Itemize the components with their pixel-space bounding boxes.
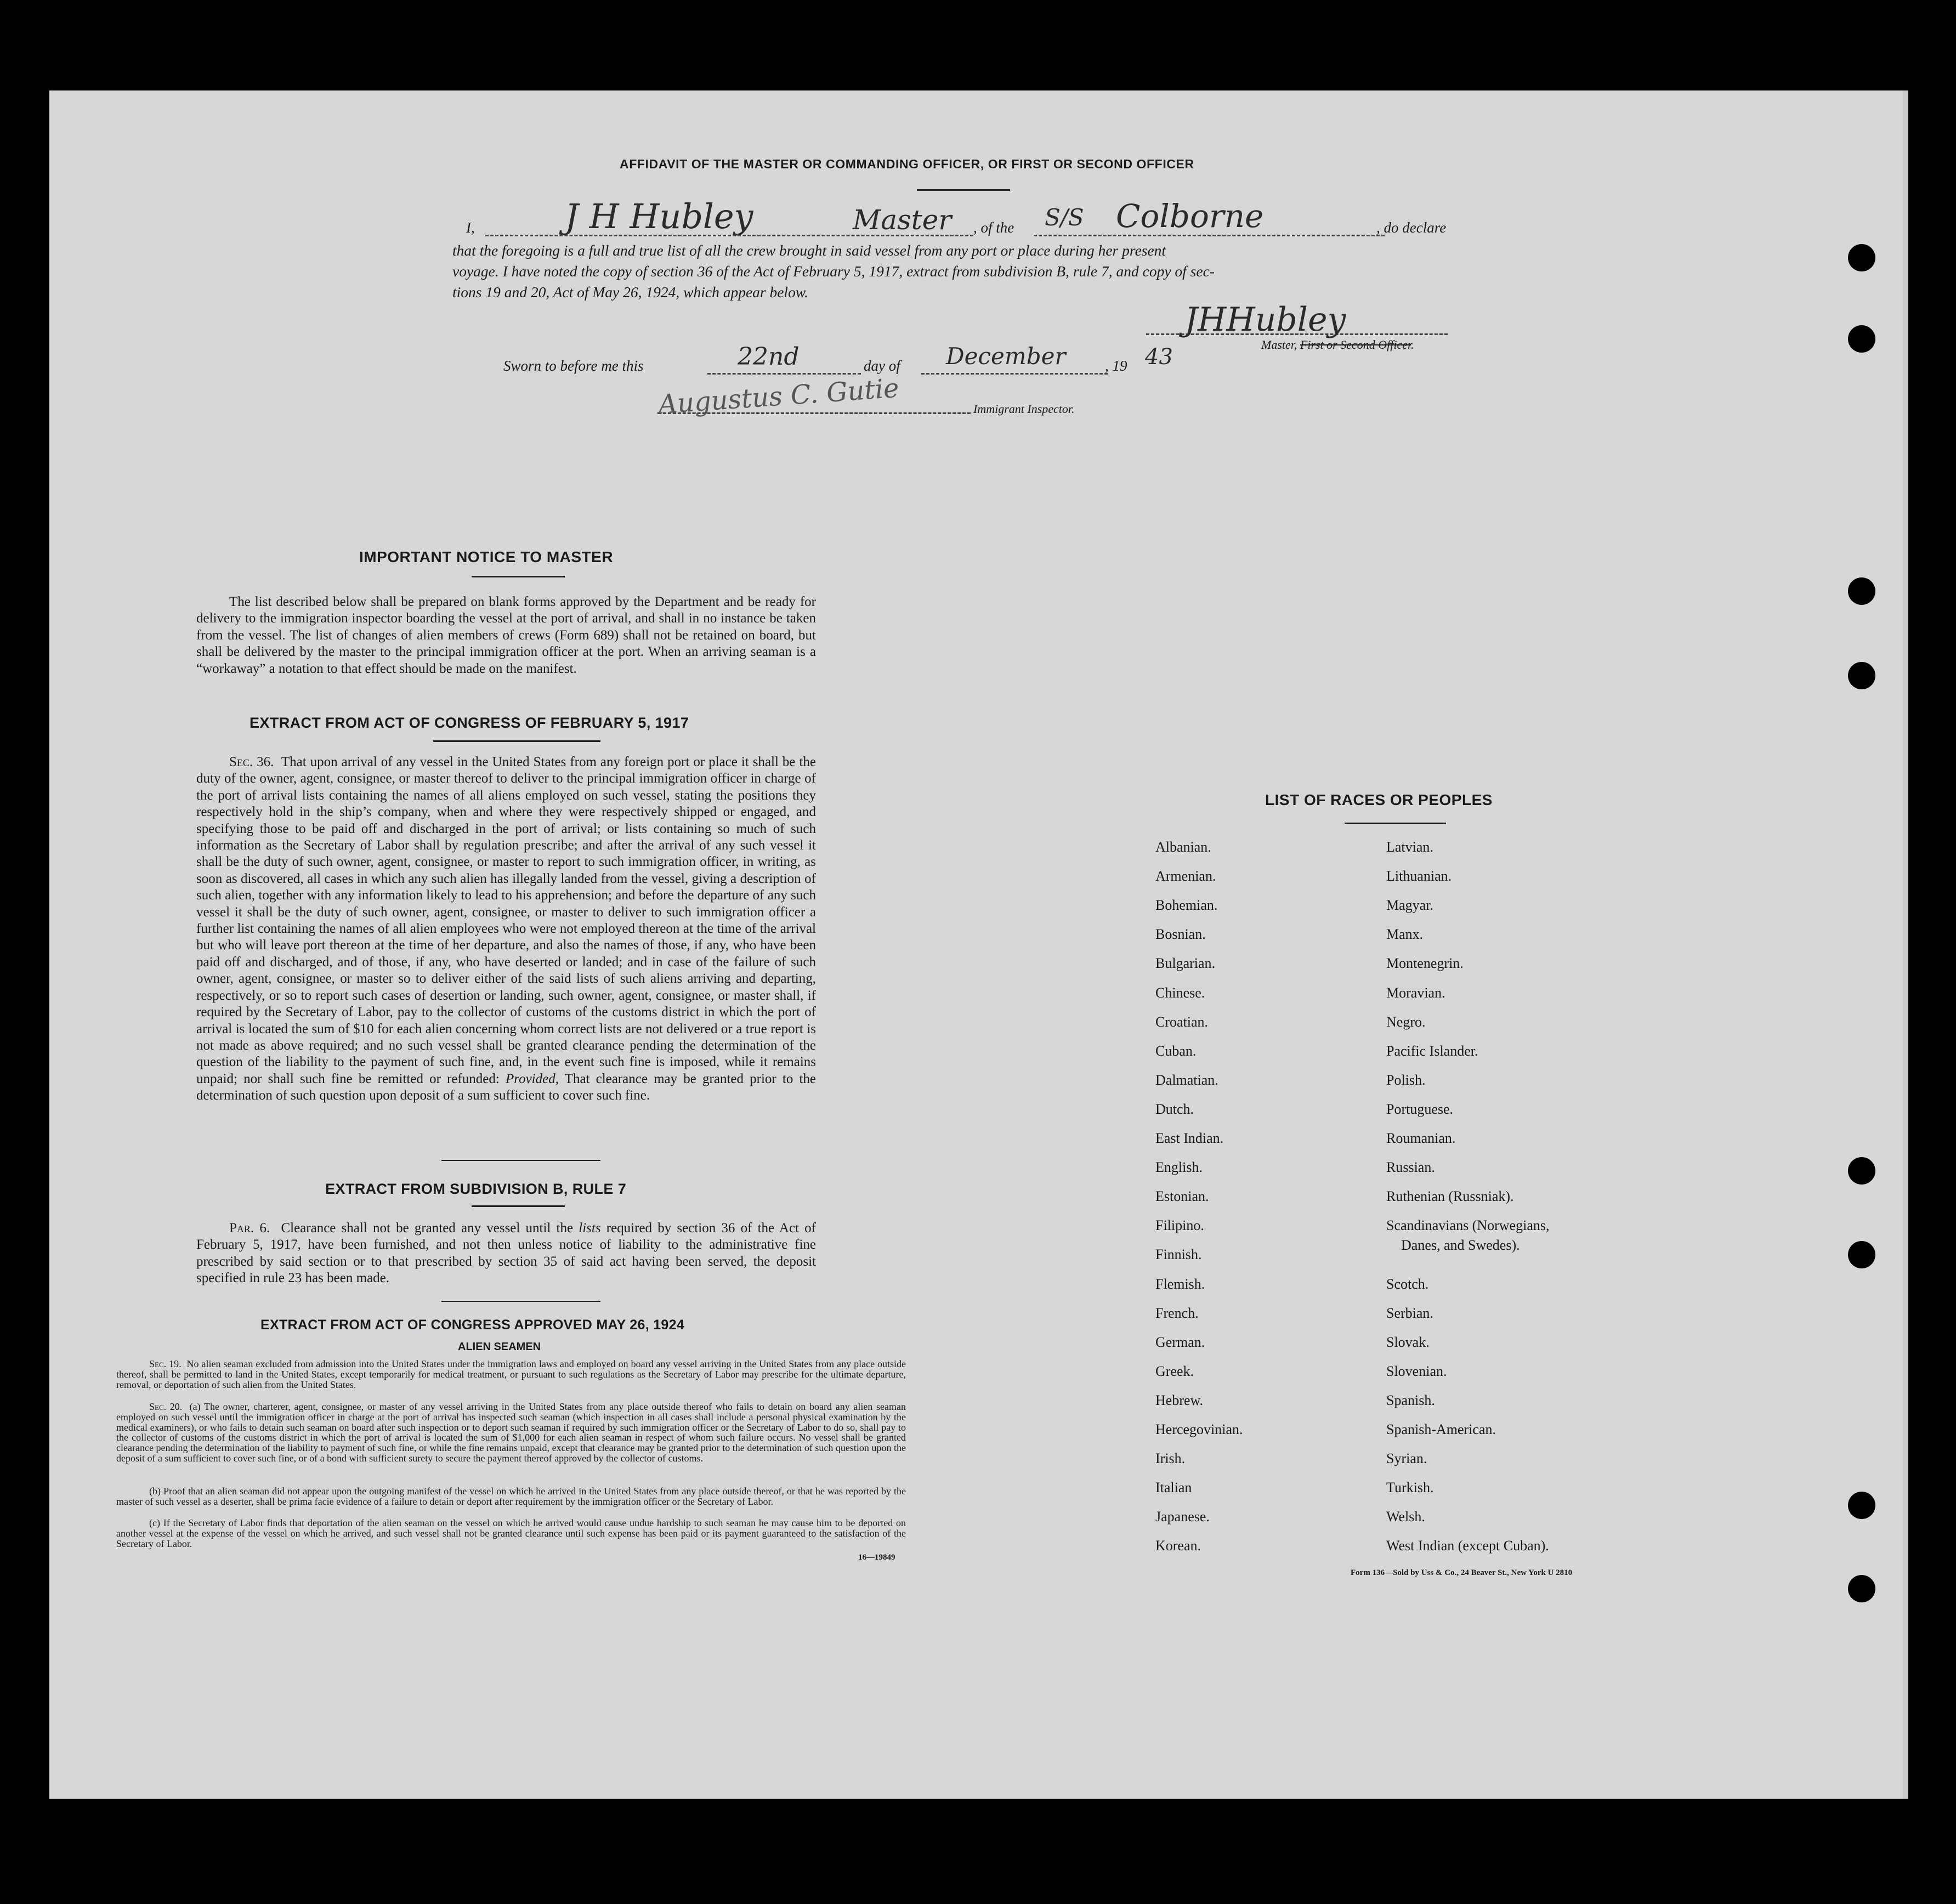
form-code: 16—19849: [858, 1553, 895, 1562]
par6-lists: lists: [579, 1221, 601, 1236]
race-item: Scotch.: [1386, 1276, 1429, 1292]
sec36-text: That upon arrival of any vessel in the United States from any foreign port or place it shall be the duty of the owner, agent, consignee, or master thereof to deliver to the principal immigration officer in charge of the port of arrival lists containing the names of all aliens employed on such vessel, stating the positions they respectively hold in the ship’s company, when and where they were respectively shipped or engaged, and specifying those to be paid off and discharged in the port of arrival; or lists containing so much of such information as the Secretary of Labor shall by regulation prescribe; and after the arrival of any such vessel it shall be the duty of such owner, agent, consignee, or master to report to such immigration officer, in writing, as soon as discovered, all cases in which any such alien has illegally landed from the vessel, giving a description of such alien, together with any information likely to lead to his apprehension; and before the departure of any such vessel it shall be the duty of such owner, agent, consignee, or master to deliver to such immigration officer a further list containing the names of all alien employees who were not employed thereon at the time of the arrival but who will leave port thereon at the time of her departure, and also the names of those, if any, who have been paid off and discharged, and of those, if any, who have deserted or landed; and in case of the failure of such owner, agent, consignee, or master so to deliver either of the said lists of such aliens arriving and departing, respectively, or so to report such cases of desertion or landing, such owner, agent, consignee, or master shall, if required by the Secretary of Labor, pay to the collector of customs of the customs district in which the port of arrival is located the sum of $10 for each alien concerning whom correct lists are not delivered or a true report is not made as above required; and no such vessel shall be granted clearance pending the determination of the question of the liability to the payment of such fine, and, in the event such fine is imposed, while it remains unpaid; nor shall such fine be remitted or refunded:: [196, 755, 816, 1086]
race-item: Negro.: [1386, 1013, 1426, 1030]
sec20-label: Sec. 20.: [149, 1401, 183, 1412]
punch-hole: [1848, 1492, 1875, 1519]
race-item: Portuguese.: [1386, 1101, 1454, 1117]
race-item: Manx.: [1386, 926, 1424, 943]
race-item: French.: [1155, 1305, 1199, 1321]
sec20b-text: (b) Proof that an alien seaman did not appear upon the outgoing manifest of the vessel on which he arrived in the United States from any place outside thereof, or that he was reported by the master of such vessel as a deserter, shall be prima facie evidence of a failure to detain or deport after requirement by the immigration officer or the Secretary of Labor.: [116, 1486, 906, 1507]
extract1917-title: EXTRACT FROM ACT OF CONGRESS OF FEBRUARY 5, 1917: [250, 715, 689, 731]
notice-title: IMPORTANT NOTICE TO MASTER: [359, 548, 614, 565]
race-item: Polish.: [1386, 1072, 1426, 1088]
race-item: Bohemian.: [1155, 897, 1218, 914]
vessel-prefix: S/S: [1045, 204, 1084, 231]
affidavit-title: AFFIDAVIT OF THE MASTER OR COMMANDING OFFICER, OR FIRST OR SECOND OFFICER: [620, 157, 1194, 171]
race-item: West Indian (except Cuban).: [1386, 1538, 1549, 1554]
race-continuation: Danes, and Swedes).: [1401, 1237, 1520, 1253]
races-title: LIST OF RACES OR PEOPLES: [1265, 791, 1493, 808]
extract1917-rule: [433, 740, 600, 742]
notice-text: The list described below shall be prepared on blank forms approved by the Department and be ready for delivery to the immigration inspector boarding the vessel at the port of arrival, and shall in no instance be taken from the vessel. The list of changes of alien members of crews (Form 689) shall not be retained on board, but shall be delivered by the master to the principal immigration officer at the port. When an arriving seaman is a “workaway” a notation to that effect should be made on the manifest.: [196, 594, 816, 676]
race-item: Dalmatian.: [1155, 1072, 1218, 1088]
race-item: Turkish.: [1386, 1480, 1434, 1496]
race-item: Spanish.: [1386, 1392, 1435, 1408]
punch-hole: [1848, 1241, 1875, 1268]
race-item: Albanian.: [1155, 839, 1211, 855]
race-item: Italian: [1155, 1480, 1192, 1496]
act1924-title: EXTRACT FROM ACT OF CONGRESS APPROVED MAY 26, 1924: [260, 1317, 685, 1333]
year-prefix: , 19: [1105, 358, 1127, 374]
race-item: Hebrew.: [1155, 1392, 1204, 1408]
race-item: Finnish.: [1155, 1246, 1202, 1263]
race-item: Syrian.: [1386, 1450, 1427, 1467]
rule7-rule: [472, 1205, 565, 1207]
officer-designation: [1261, 338, 1414, 352]
notice-rule: [472, 576, 565, 577]
month-line: [921, 373, 1108, 375]
sworn-day: 22nd: [738, 343, 800, 371]
race-item: Bulgarian.: [1155, 955, 1216, 972]
race-item: Spanish-American.: [1386, 1421, 1496, 1437]
extract1917-text: [196, 754, 816, 1104]
race-item: Dutch.: [1155, 1101, 1194, 1117]
races-rule: [1345, 823, 1446, 824]
vessel-line: [1034, 235, 1385, 236]
race-item: Moravian.: [1386, 984, 1445, 1001]
officer-end: .: [1411, 338, 1414, 352]
officer-struck: First or Second Officer: [1300, 338, 1411, 352]
sec20a-body: (a) The owner, charterer, agent, consignee, or master of any vessel arriving in the United States from any place outside thereof who fails to detain on board any alien seaman employed on such vessel until the immigration officer in charge at the port of arrival has inspected such seaman (which inspection in all cases shall include a personal physical examination by the medical examiners), or who fails to detain such seaman on board after such inspection or to deport such seaman if required by such immigration officer or the Secretary of Labor to do so, shall pay to the collector of customs of the customs district in which the port of arrival is located the sum of $1,000 for each alien seaman in respect of whom such failure occurs. No vessel shall be granted clearance pending the determination of the liability to payment of such fine, or while the fine remains unpaid, except that clearance may be granted prior to the determination of such question upon the deposit of a sum sufficient to cover such fine, or of a bond with sufficient surety to secure the payment thereof approved by the collector of customs.: [116, 1401, 906, 1464]
sec36-text-end: That clearance may be granted prior to the determination of such question upon deposit of a sum sufficient to cover such fine.: [196, 1071, 816, 1103]
master-rank: Master: [853, 204, 952, 236]
punch-hole: [1848, 1157, 1875, 1185]
race-item: Russian.: [1386, 1159, 1435, 1176]
rule7-top-rule: [441, 1160, 600, 1161]
race-item: Roumanian.: [1386, 1130, 1456, 1146]
race-item: Flemish.: [1155, 1276, 1205, 1292]
race-item: Croatian.: [1155, 1013, 1209, 1030]
race-item: Irish.: [1155, 1450, 1186, 1467]
affidavit-text-line1: that the foregoing is a full and true list of all the crew brought in said vessel from any port or place during her present: [452, 242, 1166, 259]
punch-hole: [1848, 325, 1875, 353]
sec36-label: Sec. 36.: [229, 755, 274, 769]
race-item: Korean.: [1155, 1538, 1201, 1554]
sworn-label: Sworn to before me this: [503, 358, 644, 374]
sec20a-text: [116, 1402, 906, 1464]
act1924-top-rule: [441, 1301, 600, 1302]
race-item: Serbian.: [1386, 1305, 1433, 1321]
act1924-subtitle: ALIEN SEAMEN: [458, 1341, 541, 1353]
race-item: Slovenian.: [1386, 1363, 1447, 1379]
race-item: Greek.: [1155, 1363, 1194, 1379]
do-declare-label: , do declare: [1376, 219, 1447, 236]
race-item: Filipino.: [1155, 1217, 1204, 1234]
race-item: Magyar.: [1386, 897, 1433, 914]
race-item: German.: [1155, 1334, 1205, 1350]
race-item: Armenian.: [1155, 868, 1216, 885]
punch-hole: [1848, 244, 1875, 271]
rule7-title: EXTRACT FROM SUBDIVISION B, RULE 7: [325, 1181, 627, 1197]
par6-text1: Clearance shall not be granted any vessel until the: [281, 1221, 574, 1236]
par6-label: Par. 6.: [229, 1221, 270, 1236]
master-signature: JHHubley: [1184, 301, 1346, 339]
race-item: Japanese.: [1155, 1509, 1210, 1525]
race-item: Estonian.: [1155, 1188, 1209, 1205]
race-item: Lithuanian.: [1386, 868, 1452, 885]
sec36-provided: Provided,: [506, 1071, 559, 1086]
of-the-label: , of the: [973, 219, 1014, 236]
title-rule: [917, 189, 1010, 191]
punch-hole: [1848, 1575, 1875, 1602]
race-item: Welsh.: [1386, 1509, 1425, 1525]
page-edge: [1903, 90, 1908, 1799]
inspector-label: Immigrant Inspector.: [973, 402, 1075, 416]
sec20c-text: (c) If the Secretary of Labor finds that deportation of the alien seaman on the vessel on which he arrived would cause undue hardship to such seaman he may cause him to be deported on another vessel at the expense of the vessel on which he arrived, and such vessel shall not be granted clearance until such expense has been paid or its payment guaranteed to the satisfaction of the Secretary of Labor.: [116, 1517, 906, 1549]
day-of-label: day of: [864, 358, 900, 374]
race-item: Chinese.: [1155, 984, 1205, 1001]
race-item: Latvian.: [1386, 839, 1433, 855]
sec19-body: No alien seaman excluded from admission into the United States under the immigration laws and employed on board any vessel arriving in the United States from any place outside thereof, shall be permitted to land in the United States, except temporarily for medical treatment, or pursuant to such regulations as the Secretary of Labor may prescribe for the ultimate departure, removal, or deportation of such alien from the United States.: [116, 1358, 906, 1390]
officer-master: Master,: [1261, 338, 1300, 352]
race-item: East Indian.: [1155, 1130, 1224, 1146]
day-line: [707, 373, 861, 375]
race-item: Scandinavians (Norwegians,: [1386, 1217, 1550, 1234]
race-item: English.: [1155, 1159, 1203, 1176]
sworn-month: December: [946, 343, 1066, 370]
vessel-name: Colborne: [1116, 197, 1264, 235]
par6-text2: required by section 36 of the Act of February 5, 1917, have been furnished, and not then unless notice of liability to the administrative fine prescribed by said section or to that prescribed by section 35 of said act having been served, the deposit specified in rule 23 has been made.: [196, 1221, 817, 1286]
master-name: J H Hubley: [565, 196, 753, 236]
race-item: Cuban.: [1155, 1042, 1197, 1059]
form-footer: Form 136—Sold by Uss & Co., 24 Beaver St., New York U 2810: [1351, 1568, 1573, 1577]
sworn-year: 43: [1145, 344, 1173, 370]
affidavit-text-line2: voyage. I have noted the copy of section 36 of the Act of February 5, 1917, extract from subdivision B, rule 7, and copy of sec-: [452, 263, 1215, 280]
sec19-text: [116, 1359, 906, 1390]
race-item: Bosnian.: [1155, 926, 1206, 943]
punch-hole: [1848, 577, 1875, 605]
race-item: Ruthenian (Russniak).: [1386, 1188, 1514, 1205]
race-item: Montenegrin.: [1386, 955, 1464, 972]
sec19-label: Sec. 19.: [149, 1358, 182, 1369]
affidavit-i-label: I,: [466, 219, 475, 236]
race-item: Pacific Islander.: [1386, 1042, 1478, 1059]
inspector-signature: Augustus C. Gutie: [657, 372, 900, 421]
affidavit-text-line3: tions 19 and 20, Act of May 26, 1924, which appear below.: [452, 284, 809, 301]
race-item: Slovak.: [1386, 1334, 1430, 1350]
rule7-text: [196, 1220, 816, 1287]
punch-hole: [1848, 662, 1875, 689]
race-item: Hercegovinian.: [1155, 1421, 1243, 1437]
